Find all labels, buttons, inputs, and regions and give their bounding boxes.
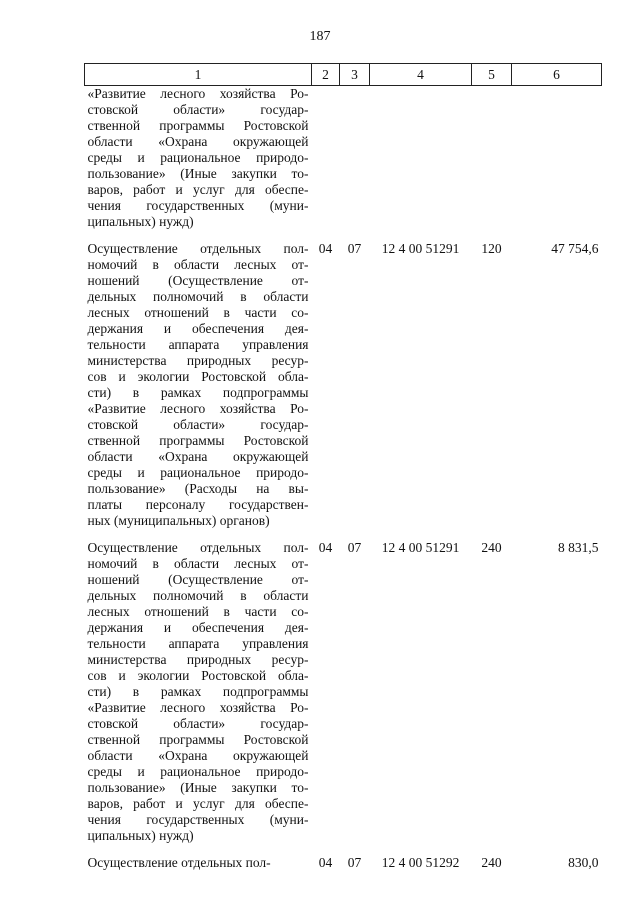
description-line: платы персоналу государствен- — [87, 497, 309, 512]
amount-cell: 47 754,6 — [551, 241, 599, 256]
description-line: пользование» (Расходы на вы- — [87, 481, 309, 496]
amount-cell: 830,0 — [568, 855, 599, 870]
description-line: сти) в рамках подпрограммы — [87, 385, 309, 400]
description-line: тельности аппарата управления — [87, 337, 309, 352]
description-line: чения государственных (муни- — [87, 812, 309, 827]
column-header-3: 3 — [340, 64, 370, 86]
description-line: сов и экологии Ростовской обла- — [87, 668, 309, 683]
description-line: Осуществление отдельных пол- — [87, 241, 309, 256]
table-row — [85, 855, 602, 871]
amount-cell: 8 831,5 — [558, 540, 599, 555]
description-line: варов, работ и услуг для обеспе- — [87, 796, 309, 811]
description-line: ношений (Осуществление от- — [87, 273, 309, 288]
description-line: ных (муниципальных) органов) — [87, 513, 270, 528]
expense-type-cell: 120 — [481, 241, 502, 256]
table-row — [85, 540, 602, 844]
budget-table — [84, 63, 602, 871]
description-line: ственной программы Ростовской — [87, 118, 309, 133]
description-line: пользование» (Иные закупки то- — [87, 780, 309, 795]
description-line: сти) в рамках подпрограммы — [87, 684, 309, 699]
target-article-cell — [370, 86, 472, 231]
description-line: держания и обеспечения дея- — [87, 620, 309, 635]
section-code-cell — [312, 86, 340, 231]
section-code-cell: 04 — [318, 540, 333, 555]
description-line: ципальных) нужд) — [87, 214, 194, 229]
description-line: чения государственных (муни- — [87, 198, 309, 213]
description-line: тельности аппарата управления — [87, 636, 309, 651]
description-line: сов и экологии Ростовской обла- — [87, 369, 309, 384]
table-row — [85, 241, 602, 529]
description-line: ципальных) нужд) — [87, 828, 194, 843]
description-line: Осуществление отдельных пол- — [87, 855, 271, 870]
subsection-code-cell: 07 — [347, 241, 362, 256]
description-cell — [85, 241, 312, 529]
description-line: области «Охрана окружающей — [87, 449, 309, 464]
description-line: стовской области» государ- — [87, 417, 309, 432]
spacer-cell — [85, 844, 602, 855]
expense-type-cell: 240 — [481, 540, 502, 555]
column-header-2: 2 — [312, 64, 340, 86]
description-line: номочий в области лесных от- — [87, 257, 309, 272]
description-line: области «Охрана окружающей — [87, 748, 309, 763]
table-header — [85, 64, 602, 86]
page-number: 187 — [309, 29, 331, 44]
description-line: ношений (Осуществление от- — [87, 572, 309, 587]
description-line: Осуществление отдельных пол- — [87, 540, 309, 555]
target-article-cell: 12 4 00 51291 — [381, 241, 460, 256]
description-line: области «Охрана окружающей — [87, 134, 309, 149]
description-line: «Развитие лесного хозяйства Ро- — [87, 86, 309, 101]
description-cell — [85, 855, 312, 871]
column-header-4: 4 — [370, 64, 472, 86]
description-line: среды и рациональное природо- — [87, 465, 309, 480]
column-header-5: 5 — [472, 64, 512, 86]
target-article-cell: 12 4 00 51292 — [381, 855, 460, 870]
subsection-code-cell: 07 — [347, 855, 362, 870]
description-line: лесных отношений в части со- — [87, 604, 309, 619]
subsection-code-cell — [340, 86, 370, 231]
description-line: стовской области» государ- — [87, 102, 309, 117]
description-line: номочий в области лесных от- — [87, 556, 309, 571]
section-code-cell: 04 — [318, 855, 333, 870]
description-line: дельных полномочий в области — [87, 588, 309, 603]
description-cell — [85, 540, 312, 844]
description-line: «Развитие лесного хозяйства Ро- — [87, 700, 309, 715]
spacer-cell — [85, 230, 602, 241]
description-line: ственной программы Ростовской — [87, 433, 309, 448]
description-line: держания и обеспечения дея- — [87, 321, 309, 336]
spacer-cell — [85, 529, 602, 540]
amount-cell — [512, 86, 602, 231]
description-line: варов, работ и услуг для обеспе- — [87, 182, 309, 197]
target-article-cell: 12 4 00 51291 — [381, 540, 460, 555]
description-line: среды и рациональное природо- — [87, 764, 309, 779]
row-spacer — [85, 844, 602, 855]
description-line: «Развитие лесного хозяйства Ро- — [87, 401, 309, 416]
subsection-code-cell: 07 — [347, 540, 362, 555]
description-line: дельных полномочий в области — [87, 289, 309, 304]
header-row — [85, 64, 602, 86]
description-line: стовской области» государ- — [87, 716, 309, 731]
section-code-cell: 04 — [318, 241, 333, 256]
description-line: пользование» (Иные закупки то- — [87, 166, 309, 181]
description-cell — [85, 86, 312, 231]
description-line: среды и рациональное природо- — [87, 150, 309, 165]
column-header-6: 6 — [512, 64, 602, 86]
description-line: лесных отношений в части со- — [87, 305, 309, 320]
expense-type-cell — [472, 86, 512, 231]
table-row — [85, 86, 602, 231]
table-body — [85, 86, 602, 872]
row-spacer — [85, 529, 602, 540]
description-line: ственной программы Ростовской — [87, 732, 309, 747]
column-header-1: 1 — [85, 64, 312, 86]
expense-type-cell: 240 — [481, 855, 502, 870]
row-spacer — [85, 230, 602, 241]
description-line: министерства природных ресур- — [87, 652, 309, 667]
description-line: министерства природных ресур- — [87, 353, 309, 368]
